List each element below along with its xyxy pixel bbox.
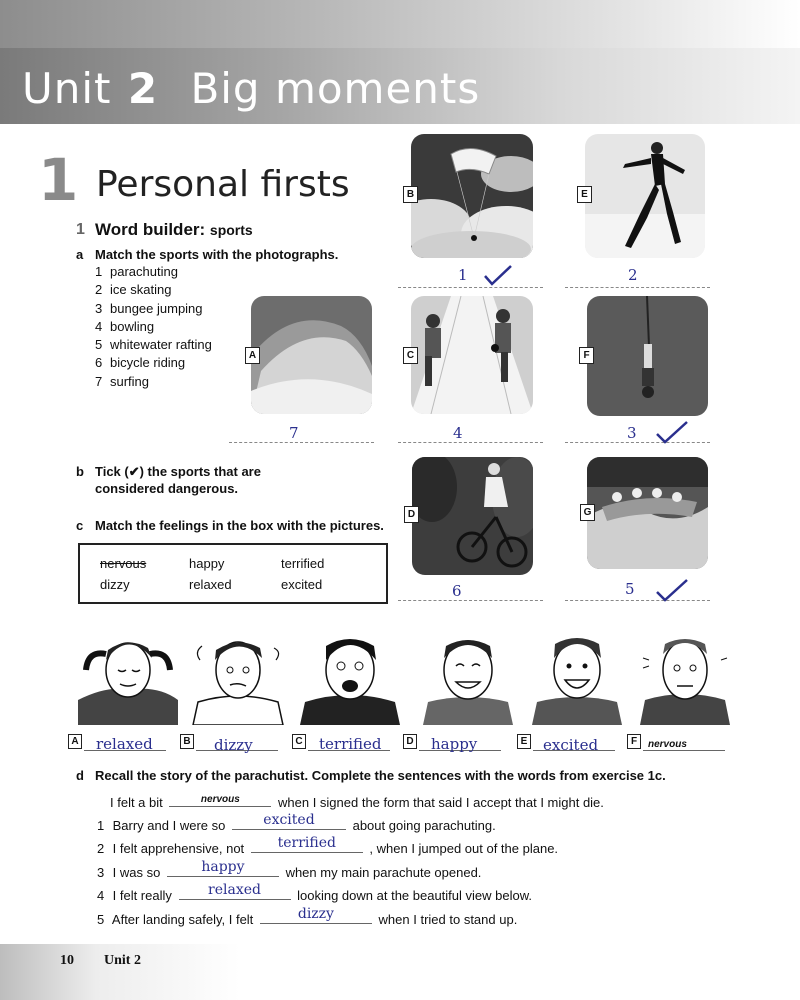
face-label-a: A: [68, 734, 82, 749]
photo-ice-skating: [585, 134, 705, 258]
photo-parachuting: [411, 134, 533, 258]
face-label-e: E: [517, 734, 531, 749]
sentence-after: , when I jumped out of the plane.: [369, 841, 559, 856]
sentence-before: After landing safely, I felt: [111, 912, 254, 927]
part-c-letter: c: [76, 518, 84, 533]
face-answer-a: relaxed: [96, 735, 153, 753]
example-sentence: [110, 792, 604, 810]
sentence-number: 5: [97, 912, 105, 927]
exercise-number: 1: [76, 221, 85, 238]
exercise-topic: sports: [209, 222, 253, 238]
sentence-before: Barry and I were so: [112, 818, 226, 833]
face-terrified: [300, 630, 400, 725]
answer-line-d: [398, 600, 543, 601]
answer-blank: [167, 859, 279, 877]
face-label-b: B: [180, 734, 194, 749]
sport-name: bicycle riding: [110, 355, 186, 371]
photo-bungee-jumping: [587, 296, 708, 416]
feeling-word-dizzy: dizzy: [100, 577, 130, 592]
sentence-number: 1: [97, 818, 105, 833]
answer-blank: [251, 835, 363, 853]
part-b-line1: Tick (✔) the sports that are: [95, 464, 261, 479]
blank-answer: excited: [263, 812, 315, 828]
face-happy: [418, 630, 518, 725]
photo-bicycle-riding: [412, 457, 533, 575]
exercise-title-text: Word builder:: [95, 220, 206, 239]
list-item: [95, 319, 212, 337]
tick-icon: [655, 420, 689, 446]
feeling-word-excited: excited: [281, 577, 323, 592]
sport-name: ice skating: [110, 282, 172, 298]
face-terrified-drawing: [300, 630, 400, 725]
face-answer-e: excited: [543, 736, 599, 754]
list-item: [95, 337, 212, 355]
lesson-number: 1: [38, 146, 79, 214]
face-label-c: C: [292, 734, 306, 749]
photo-surfing: [251, 296, 372, 414]
sport-number: 7: [95, 373, 103, 389]
face-answer-c: terrified: [319, 735, 382, 753]
blank-answer: terrified: [277, 835, 336, 851]
unit-name: Big moments: [190, 64, 481, 113]
feeling-word-terrified: terrified: [281, 556, 325, 571]
face-answer-line: [643, 750, 725, 751]
face-dizzy-drawing: [188, 630, 288, 725]
sentence-after: when I tried to stand up.: [378, 912, 518, 927]
photo-bowling: [411, 296, 533, 414]
face-nervous: [635, 630, 735, 725]
sentence-2: [97, 835, 559, 856]
sentence-after: when I signed the form that said I accept that I might die.: [278, 795, 604, 810]
sentence-number: 4: [97, 888, 105, 903]
sentence-before: I was so: [112, 865, 161, 880]
unit-number: 2: [127, 64, 159, 113]
sport-number: 2: [95, 282, 103, 298]
photo-label-f: F: [579, 347, 594, 364]
list-item: [95, 301, 212, 319]
page-number: 10: [60, 953, 74, 968]
face-answer-f: nervous: [648, 739, 687, 750]
feelings-word-box: [78, 543, 388, 604]
face-relaxed: [78, 630, 178, 725]
face-dizzy: [188, 630, 288, 725]
part-b-line2: considered dangerous.: [95, 481, 239, 496]
feeling-word-relaxed: relaxed: [189, 577, 232, 592]
sport-name: parachuting: [110, 264, 178, 279]
photo-label-b: B: [403, 186, 418, 203]
sentence-number: 2: [97, 841, 105, 856]
sport-name: bowling: [110, 318, 155, 334]
header-top-strip: [0, 0, 800, 48]
photo-label-c: C: [403, 347, 418, 364]
sentence-5: [97, 906, 518, 927]
photo-label-e: E: [577, 186, 592, 203]
sentence-3: [97, 859, 482, 880]
exercise-title: [95, 220, 253, 240]
part-a-letter: a: [76, 247, 84, 262]
answer-blank: [169, 792, 271, 807]
blank-answer: happy: [201, 859, 245, 875]
face-nervous-drawing: [635, 630, 735, 725]
photo-label-a: A: [245, 347, 260, 364]
part-a-text: Match the sports with the photographs.: [95, 247, 339, 262]
sport-name: bungee jumping: [110, 300, 203, 316]
sentence-4: [97, 882, 533, 903]
sentence-before: I felt apprehensive, not: [112, 841, 245, 856]
lesson-title: Personal firsts: [96, 164, 350, 205]
answer-line-e: [565, 287, 710, 288]
part-b-letter: b: [76, 464, 84, 479]
sport-number: 3: [95, 300, 103, 316]
answer-photo-f: 3: [627, 424, 637, 442]
answer-photo-b: 1: [458, 266, 468, 284]
blank-answer: dizzy: [297, 906, 334, 922]
sport-number: 5: [95, 337, 103, 353]
sport-name: whitewater rafting: [110, 337, 212, 353]
face-excited-drawing: [527, 630, 627, 725]
sport-number: 1: [95, 264, 103, 279]
answer-blank: [232, 812, 346, 830]
face-excited: [527, 630, 627, 725]
sentence-1: [97, 812, 496, 833]
unit-word: Unit: [22, 64, 112, 113]
part-c-text: Match the feelings in the box with the pictures.: [95, 518, 384, 533]
list-item: [95, 264, 212, 282]
feeling-word-happy: happy: [189, 556, 225, 571]
face-relaxed-drawing: [78, 630, 178, 725]
unit-title: [22, 64, 480, 113]
part-a-instruction: [76, 247, 338, 262]
sport-number: 6: [95, 355, 103, 371]
list-item: [95, 282, 212, 300]
tick-icon: [655, 578, 689, 604]
photo-whitewater-rafting: [587, 457, 708, 569]
answer-line-c: [398, 442, 543, 443]
answer-line-a: [229, 442, 374, 443]
answer-blank: [179, 882, 291, 900]
sentence-before: I felt really: [112, 888, 172, 903]
answer-photo-c: 4: [453, 424, 463, 442]
answer-blank: [260, 906, 372, 924]
sentence-after: about going parachuting.: [352, 818, 496, 833]
face-label-f: F: [627, 734, 641, 749]
face-answer-d: happy: [431, 735, 478, 753]
face-label-d: D: [403, 734, 417, 749]
feeling-word-nervous: nervous: [100, 556, 147, 571]
answer-photo-a: 7: [289, 424, 299, 442]
part-c-instruction: [76, 518, 384, 533]
sentence-before: I felt a bit: [110, 795, 163, 810]
face-answer-b: dizzy: [214, 736, 253, 754]
sentence-after: looking down at the beautiful view below.: [297, 888, 533, 903]
tick-icon: [483, 264, 513, 288]
part-d-instruction: [76, 768, 666, 783]
answer-photo-e: 2: [628, 266, 638, 284]
photo-label-g: G: [580, 504, 595, 521]
part-d-letter: d: [76, 768, 84, 783]
list-item: [95, 355, 212, 373]
part-b-instruction: [76, 464, 261, 480]
answer-photo-g: 5: [625, 580, 635, 598]
footer-unit: Unit 2: [104, 953, 141, 968]
sport-number: 4: [95, 318, 103, 334]
face-happy-drawing: [418, 630, 518, 725]
answer-line-b: [398, 287, 543, 288]
answer-photo-d: 6: [452, 582, 462, 600]
photo-label-d: D: [404, 506, 419, 523]
blank-answer: relaxed: [208, 882, 261, 898]
sport-name: surfing: [110, 373, 150, 389]
sports-list: [95, 264, 212, 392]
list-item: [95, 374, 212, 392]
part-d-text: Recall the story of the parachutist. Complete the sentences with the words from exercise 1c.: [95, 768, 666, 783]
sentence-after: when my main parachute opened.: [285, 865, 482, 880]
blank-answer: nervous: [200, 794, 240, 805]
sentence-number: 3: [97, 865, 105, 880]
